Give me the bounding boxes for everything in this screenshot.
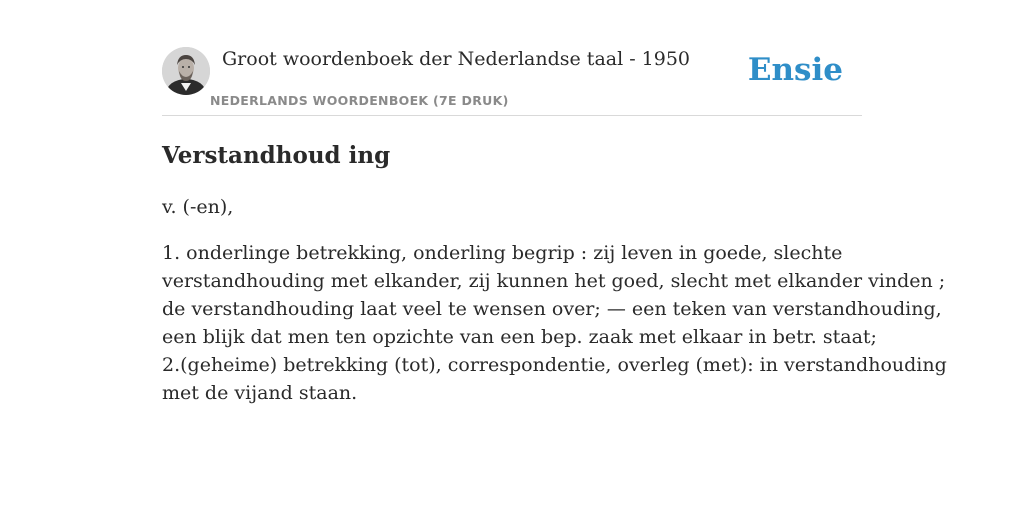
entry-definition (162, 239, 947, 407)
source-avatar (162, 47, 210, 95)
definition-line: de verstandhouding laat veel te wensen over; — een teken van verstandhouding, (162, 298, 942, 320)
ensie-logo-link[interactable]: Ensie (747, 52, 843, 88)
definition-line: een blijk dat men ten opzichte van een bep. zaak met elkaar in betr. staat; (162, 326, 877, 348)
entry-grammar: v. (-en), (162, 196, 234, 218)
definition-line: 2.(geheime) betrekking (tot), correspondentie, overleg (met): in verstandhouding (162, 354, 947, 376)
portrait-photo-icon (162, 47, 210, 95)
source-subtitle: NEDERLANDS WOORDENBOEK (7E DRUK) (210, 93, 509, 108)
definition-line: 1. onderlinge betrekking, onderling begrip : zij leven in goede, slechte (162, 242, 843, 264)
source-header (162, 44, 862, 116)
definition-line: verstandhouding met elkander, zij kunnen het goed, slecht met elkander vinden ; (162, 270, 946, 292)
dictionary-entry-card (162, 44, 947, 407)
entry-headword: Verstandhoud ing (162, 142, 391, 169)
definition-line: met de vijand staan. (162, 382, 358, 404)
source-title[interactable]: Groot woordenboek der Nederlandse taal - 1950 (222, 48, 691, 70)
